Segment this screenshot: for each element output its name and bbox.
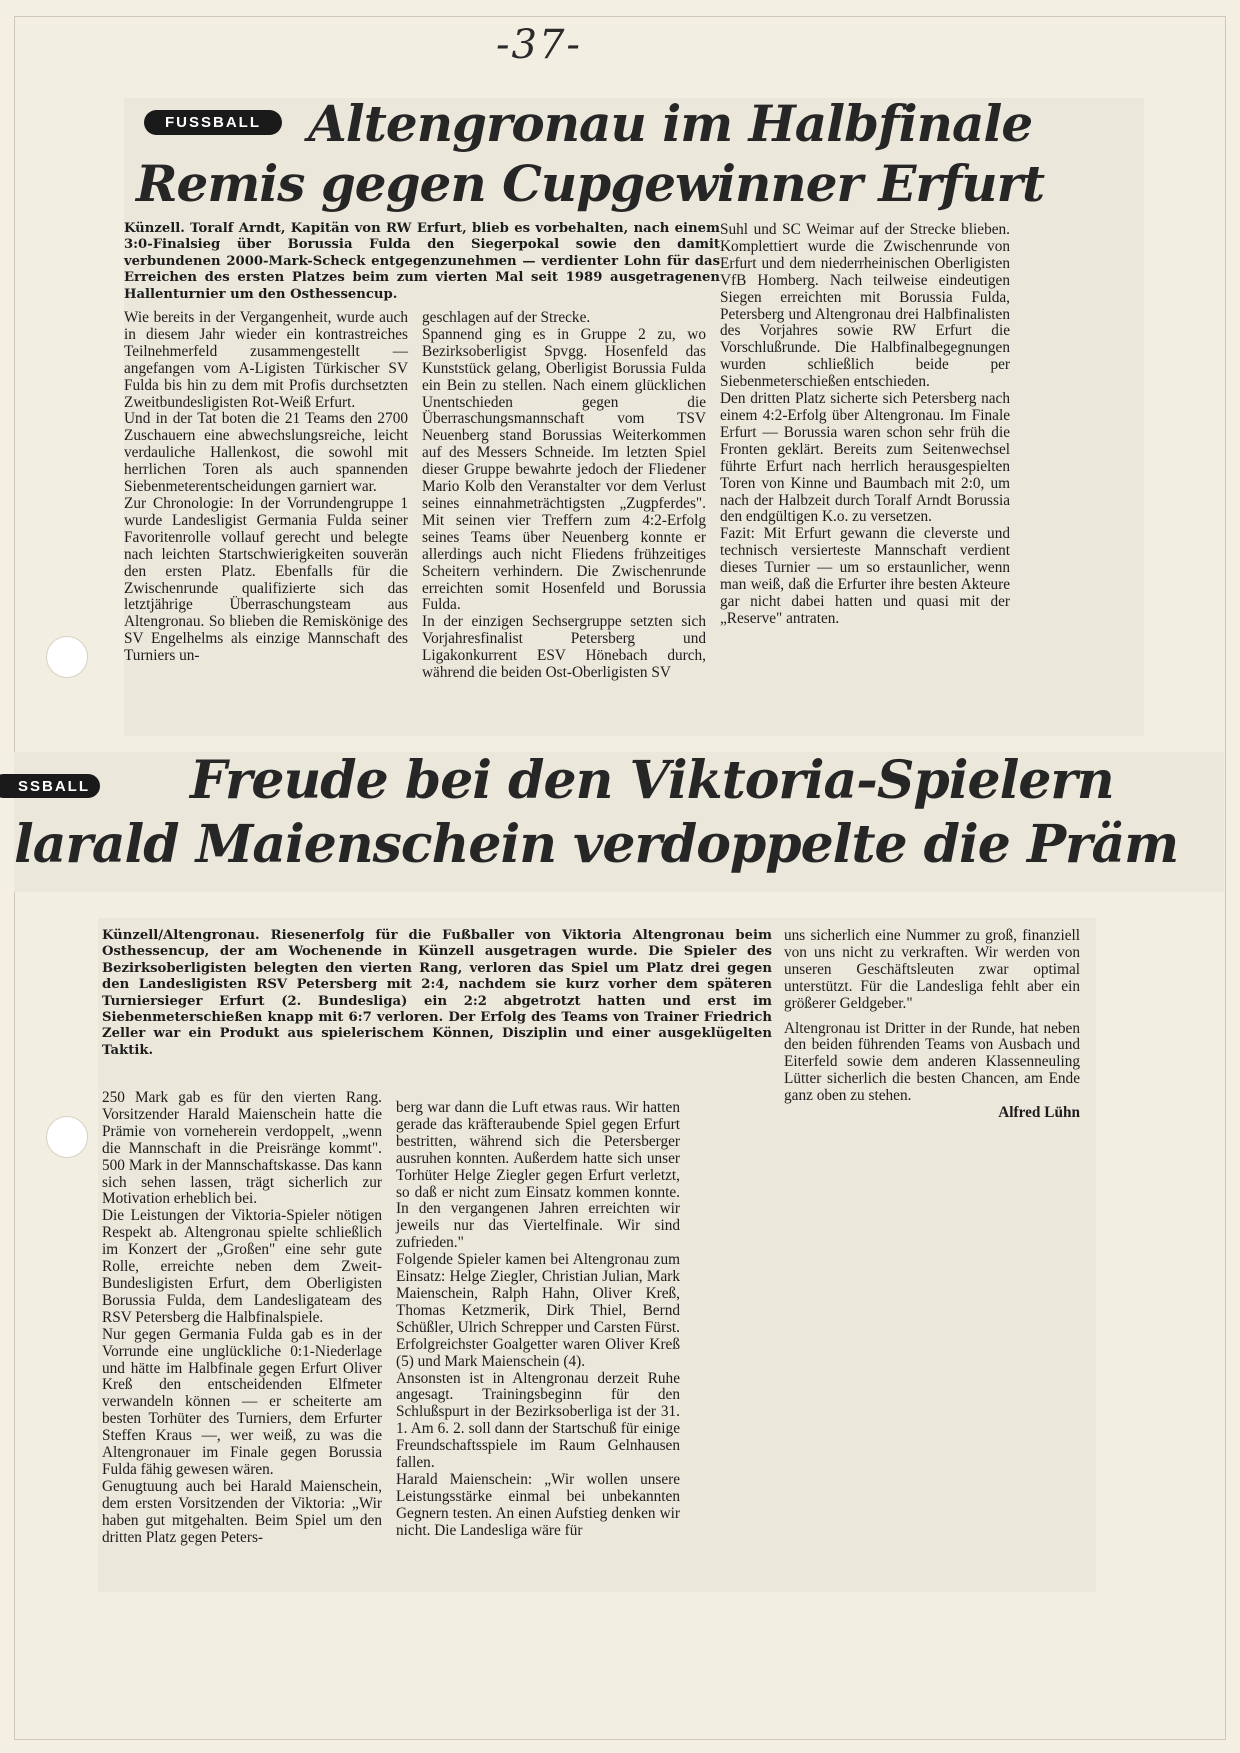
section-badge: FUSSBALL	[144, 110, 282, 135]
paragraph: uns sicherlich eine Nummer zu groß, finanziell von uns nicht zu verkraften. Wir werden von unseren Geschäftsleuten zwar optimal unterstützt. Für die Landesliga fehlt aber ein größerer Geldgeber."	[784, 927, 1080, 1012]
paragraph: Wie bereits in der Vergangenheit, wurde auch in diesem Jahr wieder ein kontrastreiches Teilnehmerfeld zusammengestellt — angefangen vom A-Ligisten Türkischer SV Fulda bis hin zu dem mit Profis durchsetzten Zweitbundesligisten Rot-Weiß Erfurt.	[124, 309, 408, 411]
paragraph: Spannend ging es in Gruppe 2 zu, wo Bezirksoberligist Spvgg. Hosenfeld das Kunststück gelang, Oberligist Borussia Fulda ein Bein zu stellen. Nach einem glücklichen Unentschieden gegen die Überraschungsmannschaft vom TSV Neuenberg stand Borussias Weiterkommen auf des Messers Schneide. Im letzten Spiel dieser Gruppe bewahrte jedoch der Fliedener Mario Kolb den Veranstalter vor dem Verlust seines einnahmeträchtigsten „Zugpferdes". Mit seinen vier Treffern zum 4:2-Erfolg seines Teams über Neuenberg konnte er allerdings auch nicht Fliedens frühzeitiges Scheitern verhindern. Die Zwischenrunde erreichten somit Hosenfeld und Borussia Fulda.	[422, 325, 706, 614]
lead-paragraph: Künzell. Toralf Arndt, Kapitän von RW Erfurt, blieb es vorbehalten, nach einem 3:0-Finalsieg über Borussia Fulda den Siegerpokal sowie den damit verbundenen 2000-Mark-Scheck entgegenzunehmen — verdienter Lohn für das Erreichen des ersten Platzes beim zum vierten Mal seit 1989 ausgetragenen Hallenturnier um den Osthessencup.	[124, 221, 720, 302]
paragraph: Und in der Tat boten die 21 Teams den 2700 Zuschauern eine abwechslungsreiche, leicht verdauliche Hallenkost, die sowohl mit herrlichen Toren als auch spannenden Siebenmeterentscheidungen garniert war.	[124, 410, 408, 496]
punch-hole-top	[46, 636, 88, 678]
paragraph: Harald Maienschein: „Wir wollen unsere Leistungsstärke einmal bei unbekannten Gegnern testen. An einen Aufstieg denken wir nicht. Die Landesliga wäre für	[396, 1470, 680, 1539]
paragraph: Zur Chronologie: In der Vorrundengruppe 1 wurde Landesligist Germania Fulda seiner Favoritenrolle vollauf gerecht und belegte nach leichten Startschwierigkeiten souverän den ersten Platz. Ebenfalls für die Zwischenrunde qualifizierte sich das letztjährige Überraschungsteam aus Altengronau. So blieben die Remiskönige des SV Engelhelms als einzige Mannschaft des Turniers un-	[124, 494, 408, 665]
paragraph: Die Leistungen der Viktoria-Spieler nötigen Respekt ab. Altengronau spielte schließlich im Konzert der „Großen" eine sehr gute Rolle, erreichte neben dem Zweit-Bundesligisten Erfurt, dem Oberligisten Borussia Fulda, dem Landesligateam des RSV Petersberg die Halbfinalspiele.	[102, 1207, 382, 1326]
paragraph: berg war dann die Luft etwas raus. Wir hatten gerade das kräfteraubende Spiel gegen Erfurt bestritten, während sich die Petersberger ausruhen konnten. Außerdem hatte sich unser Torhüter Helge Ziegler gegen Erfurt verletzt, so daß er nicht zum Einsatz kommen konnte. In den vergangenen Jahren erreichten wir jeweils nur das Viertelfinale. Wir sind zufrieden."	[396, 1099, 680, 1252]
subheadline: larald Maienschein verdoppelte die Präm	[14, 814, 1179, 875]
paragraph: Altengronau ist Dritter in der Runde, hat neben den beiden führenden Teams von Ausbach und Eiterfeld sowie dem anderen Klassenneuling Lütter sicherlich die besten Chancen, am Ende ganz oben zu stehen.	[784, 1019, 1080, 1105]
subheadline: Remis gegen Cupgewinner Erfurt	[136, 154, 1045, 213]
page-number: -37-	[496, 22, 582, 68]
paragraph: Den dritten Platz sicherte sich Petersberg nach einem 4:2-Erfolg über Altengronau. Im Finale Erfurt — Borussia waren schon sehr früh die Fronten geklärt. Bereits zum Seitenwechsel führte Erfurt nach herrlich herausgespielten Toren von Kinne und Baumbach mit 2:0, um nach der Halbzeit durch Toralf Arndt Borussia den endgültigen K.o. zu versetzen.	[720, 390, 1010, 526]
column-1	[102, 1090, 382, 1546]
column-2	[422, 310, 706, 682]
author-byline: Alfred Lühn	[998, 1104, 1080, 1122]
column-3	[720, 222, 1010, 628]
column-3	[784, 928, 1080, 1122]
column-2	[396, 1100, 680, 1540]
article-viktoria-body	[98, 918, 1096, 1592]
paragraph: geschlagen auf der Strecke.	[422, 309, 591, 326]
headline: Altengronau im Halbfinale	[308, 94, 1033, 153]
paragraph: 250 Mark gab es für den vierten Rang. Vorsitzender Harald Maienschein hatte die Prämie von vorneherein verdoppelt, „wenn die Mannschaft in die Preisränge kommt". 500 Mark in der Mannschaftskasse. Das kann sich sehen lassen, trägt sicherlich zur Motivation erheblich bei.	[102, 1089, 382, 1208]
paragraph: Suhl und SC Weimar auf der Strecke blieben. Komplettiert wurde die Zwischenrunde von Erfurt und dem niederrheinischen Oberligisten VfB Homberg. Nach teilweise eindeutigen Siegen erreichten mit Borussia Fulda, Petersberg und Altengronau drei Halbfinalisten des Vorjahres sowie RW Erfurt die Vorschlußrunde. Die Halbfinalbegegnungen wurden schließlich beide per Siebenmeterschießen entschieden.	[720, 221, 1010, 391]
paragraph: Genugtuung auch bei Harald Maienschein, dem ersten Vorsitzenden der Viktoria: „Wir haben gut mitgehalten. Beim Spiel um den dritten Platz gegen Peters-	[102, 1477, 382, 1546]
punch-hole-bottom	[46, 1116, 88, 1158]
paragraph: In der einzigen Sechsergruppe setzten sich Vorjahresfinalist Petersberg und Ligakonkurrent ESV Hönebach durch, während die beiden Ost-Oberligisten SV	[422, 613, 706, 682]
lead-paragraph: Künzell/Altengronau. Riesenerfolg für die Fußballer von Viktoria Altengronau beim Osthessencup, der am Wochenende in Künzell ausgetragen wurde. Die Spieler des Bezirksoberligisten belegten den vierten Rang, verloren das Spiel um Platz drei gegen den Landesligisten RSV Petersberg mit 2:4, nachdem sie kurz vorher dem späteren Turniersieger Erfurt (2. Bundesliga) ein 2:2 abgetrotzt hatten und erst im Siebenmeterschießen knapp mit 6:7 verloren. Der Erfolg des Teams von Trainer Friedrich Zeller war ein Produkt aus spielerischem Können, Disziplin und einer ausgeklügelten Taktik.	[102, 928, 772, 1058]
paragraph: Folgende Spieler kamen bei Altengronau zum Einsatz: Helge Ziegler, Christian Julian, Mark Maienschein, Ralph Hahn, Oliver Kreß, Thomas Ketzmerik, Dirk Thiel, Bernd Schüßler, Ulrich Schrepper und Carsten Fürst. Erfolgreichster Goalgetter waren Oliver Kreß (5) und Mark Maienschein (4).	[396, 1251, 680, 1370]
section-badge: SSBALL	[0, 774, 100, 798]
paragraph: Ansonsten ist in Altengronau derzeit Ruhe angesagt. Trainingsbeginn für den Schlußspurt in der Bezirksoberliga ist der 31. 1. Am 6. 2. soll dann der Startschuß für einige Freundschaftsspiele im Raum Gelnhausen fallen.	[396, 1369, 680, 1472]
article-viktoria-headline	[14, 752, 1224, 892]
paragraph: Fazit: Mit Erfurt gewann die cleverste und technisch versierteste Mannschaft verdient dieses Turnier — um so erstaunlicher, wenn man weiß, daß die Erfurter ihre besten Akteure gar nicht dabei hatten und quasi mit der „Reserve" antraten.	[720, 525, 1010, 627]
paragraph: Nur gegen Germania Fulda gab es in der Vorrunde eine unglückliche 0:1-Niederlage und hätte im Halbfinale gegen Erfurt Oliver Kreß den entscheidenden Elfmeter verwandeln können — er scheiterte am besten Torhüter des Turniers, dem Erfurter Steffen Kraus —, wer weiß, zu was die Altengronauer im Finale gegen Borussia Fulda fähig gewesen wären.	[102, 1325, 382, 1478]
column-1	[124, 310, 408, 665]
headline: Freude bei den Viktoria-Spielern	[190, 750, 1114, 811]
article-altengronau-halbfinale	[124, 94, 1144, 736]
